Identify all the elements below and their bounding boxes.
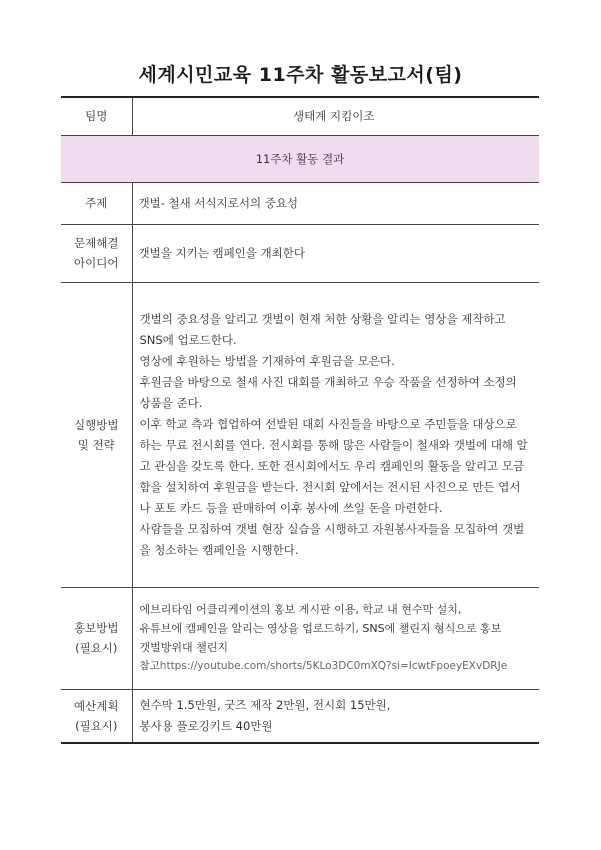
method-label-line1: 실행방법 [74, 417, 119, 432]
section-header: 11주차 활동 결과 [61, 135, 539, 182]
promo-body [132, 587, 539, 689]
budget-row [61, 689, 539, 743]
reference-prefix: 참고 [139, 660, 160, 672]
promo-label [61, 587, 132, 689]
team-value: 생태계 지킴이조 [132, 97, 539, 135]
topic-value: 갯벌- 철새 서식지로서의 중요성 [132, 182, 539, 224]
section-header-row [61, 135, 539, 182]
budget-line: 현수막 1.5만원, 굿즈 제작 2만원, 전시회 15만원, [139, 697, 391, 712]
promo-label-line1: 홍보방법 [74, 621, 119, 635]
method-paragraph: 갯벌의 중요성을 알리고 갯벌이 현재 처한 상황을 알리는 영상을 제작하고 SNS에 업로드한다. [139, 311, 506, 347]
document-title: 세계시민교육 11주차 활동보고서(팀) [138, 64, 463, 86]
report-table [61, 96, 539, 744]
budget-label [61, 689, 132, 743]
promo-line: 유튜브에 캠페인을 알리는 영상을 업로드하기, SNS에 챌린지 형식으로 홍보 [139, 622, 502, 635]
promo-label-line2: (필요시) [75, 641, 118, 655]
topic-row [61, 182, 539, 224]
idea-label [61, 224, 132, 282]
idea-value: 갯벌을 지키는 캠페인을 개최한다 [132, 224, 539, 282]
method-label-line2: 및 전략 [77, 437, 115, 452]
promo-row [61, 587, 539, 689]
method-label [61, 282, 132, 587]
idea-label-line1: 문제해결 [74, 236, 119, 250]
promo-reference [140, 657, 532, 676]
reference-link[interactable]: https://youtube.com/shorts/5KLo3DC0mXQ?si=IcwtFpoeyEXvDRJe [159, 660, 508, 672]
method-row [61, 282, 539, 587]
promo-line: 갯벌방위대 챌린지 [139, 641, 229, 654]
budget-body [132, 689, 539, 743]
budget-line: 봉사용 플로깅키트 40만원 [139, 718, 273, 733]
idea-label-line2: 아이디어 [74, 256, 119, 270]
method-paragraph: 사람들을 모집하여 갯벌 현장 실습을 시행하고 자원봉사자들을 모집하여 갯벌을 청소하는 캠페인을 시행한다. [139, 521, 525, 557]
method-paragraph: 이후 학교 측과 협업하여 선발된 대회 사진들을 바탕으로 주민들을 대상으로 하는 무료 전시회를 연다. 전시회를 통해 많은 사람들이 철새와 갯벌에 대해 알고 관심을 갖도록 한다. 또한 전시회에서도 우리 캠페인의 활동을 알리고 모금함을 설치하여 후원금을 받는다. 전시회 앞에서는 전시된 사진으로 만든 엽서나 포토 카드 등을 판매하여 이후 봉사에 쓰일 돈을 마련한다. [139, 416, 528, 515]
team-label: 팀명 [61, 97, 132, 135]
budget-label-line1: 예산계획 [74, 698, 119, 713]
topic-label: 주제 [61, 182, 132, 224]
budget-label-line2: (필요시) [75, 718, 118, 733]
method-body [132, 282, 539, 587]
promo-line: 에브리타임 어클리케이션의 홍보 게시판 이용, 학교 내 현수막 설치, [139, 603, 462, 616]
method-paragraph: 영상에 후원하는 방법을 기재하여 후원금을 모은다. [139, 353, 395, 368]
idea-row [61, 224, 539, 282]
method-paragraph: 후원금을 바탕으로 철새 사진 대회를 개최하고 우승 작품을 선정하여 소정의 상품을 준다. [139, 374, 517, 410]
team-row [61, 97, 539, 135]
